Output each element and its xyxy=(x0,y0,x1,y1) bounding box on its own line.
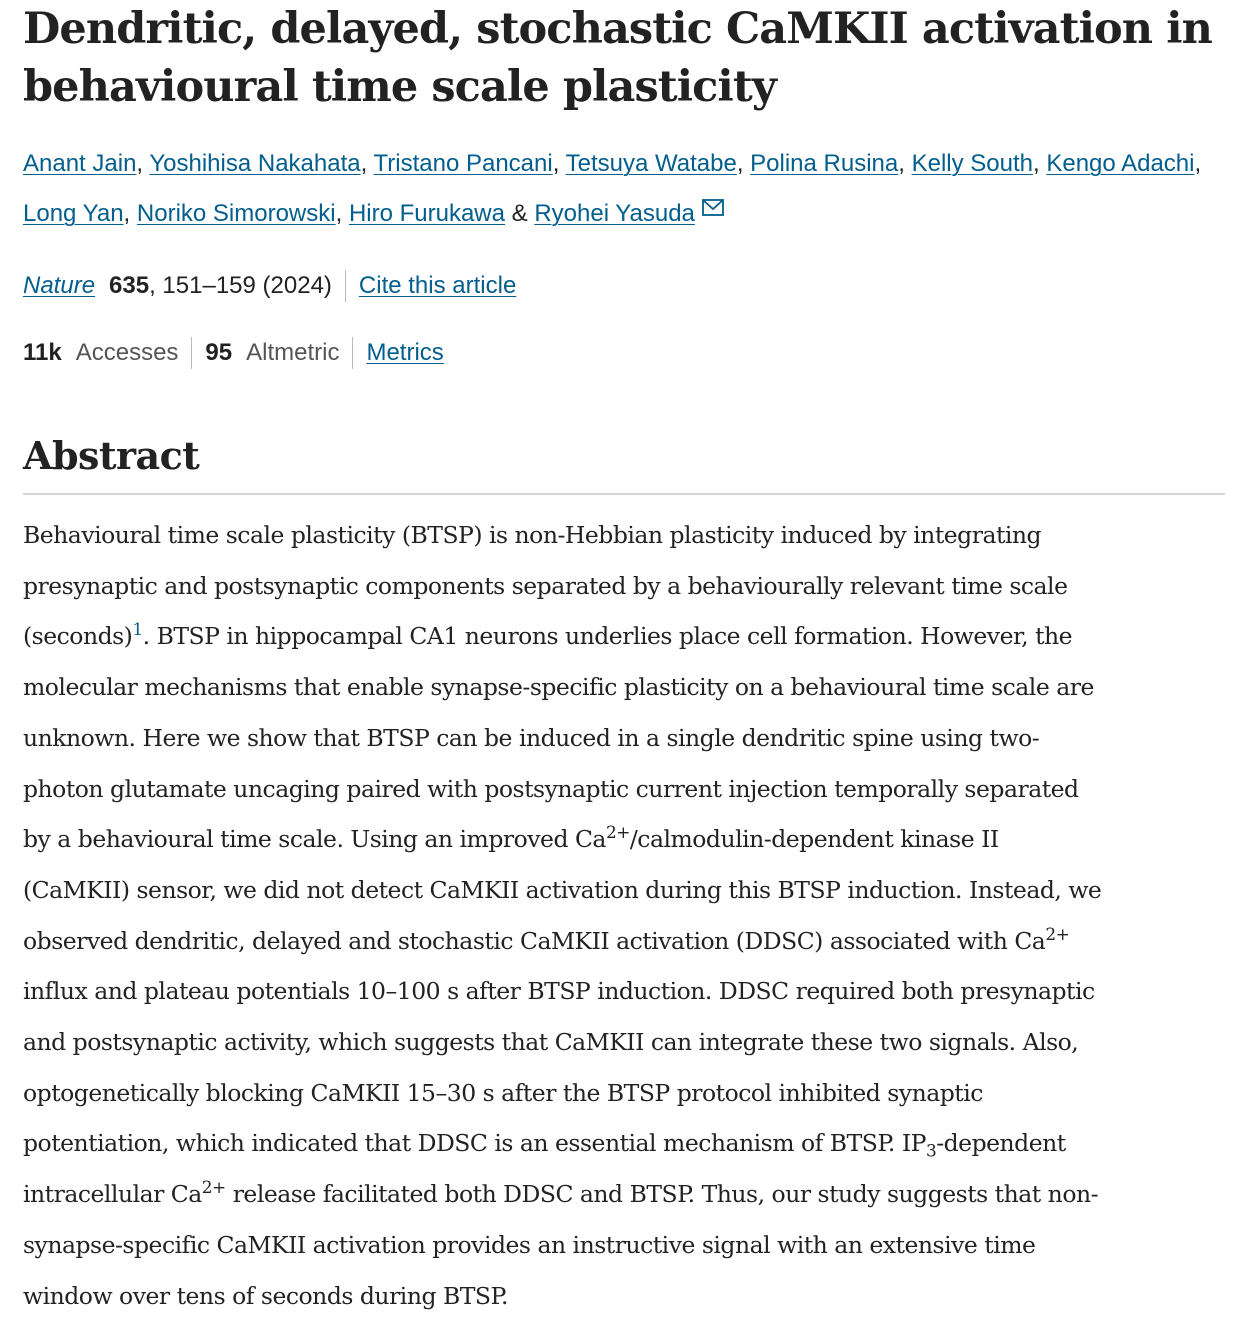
abstract-line xyxy=(23,611,1219,662)
abstract-text-run: photon glutamate uncaging paired with postsynaptic current injection temporally separated xyxy=(23,774,1079,803)
abstract-line xyxy=(23,1118,1219,1169)
author-link[interactable]: Noriko Simorowski xyxy=(136,200,336,227)
superscript: 2+ xyxy=(201,1177,226,1198)
abstract-line xyxy=(23,966,1219,1017)
abstract-text-run: influx and plateau potentials 10–100 s after BTSP induction. DDSC required both presynaptic xyxy=(23,977,1095,1006)
author-link[interactable]: Long Yan xyxy=(23,200,124,227)
abstract-text-run: synapse-specific CaMKII activation provides an instructive signal with an extensive time xyxy=(23,1230,1036,1259)
author-separator: , xyxy=(136,150,150,177)
author-separator: , xyxy=(360,150,374,177)
section-divider xyxy=(23,493,1225,495)
pages-year: , 151–159 (2024) xyxy=(149,272,332,299)
author-link[interactable]: Anant Jain xyxy=(23,150,137,177)
abstract-text-run: presynaptic and postsynaptic components separated by a behaviourally relevant time scale xyxy=(23,571,1068,600)
author-separator: , xyxy=(736,150,751,177)
abstract-text-run: (CaMKII) sensor, we did not detect CaMKII activation during this BTSP induction. Instead, we xyxy=(23,875,1102,904)
author-separator: , xyxy=(1033,150,1047,177)
author-separator: , xyxy=(123,200,137,227)
abstract-text-run: intracellular Ca xyxy=(23,1180,202,1209)
author-link[interactable]: Kelly South xyxy=(911,150,1033,177)
author-separator: & xyxy=(504,200,535,227)
author-link[interactable]: Yoshihisa Nakahata xyxy=(149,150,361,177)
accesses-count: 11k xyxy=(23,339,62,366)
abstract-text-run: . BTSP in hippocampal CA1 neurons underlies place cell formation. However, the xyxy=(142,622,1073,651)
author-separator: , xyxy=(335,200,349,227)
abstract-text-run: observed dendritic, delayed and stochastic CaMKII activation (DDSC) associated with Ca xyxy=(23,926,1046,955)
author-separator: , xyxy=(1194,150,1202,177)
accesses-label: Accesses xyxy=(75,339,179,366)
abstract-line xyxy=(23,510,1219,561)
author-link[interactable]: Polina Rusina xyxy=(750,150,899,177)
abstract-text-run: /calmodulin-dependent kinase II xyxy=(629,825,999,854)
abstract-line xyxy=(23,865,1219,916)
superscript: 2+ xyxy=(605,822,630,843)
abstract-text-run: release facilitated both DDSC and BTSP. Thus, our study suggests that non- xyxy=(225,1180,1099,1209)
abstract-line xyxy=(23,764,1219,815)
reference-superscript xyxy=(132,620,142,640)
journal-link[interactable]: Nature xyxy=(23,272,96,299)
divider xyxy=(345,270,346,302)
abstract-text xyxy=(23,510,1219,1321)
abstract-line xyxy=(23,1017,1219,1068)
abstract-text-run: unknown. Here we show that BTSP can be induced in a single dendritic spine using two- xyxy=(23,723,1040,752)
metrics-link[interactable]: Metrics xyxy=(366,339,444,366)
abstract-line xyxy=(23,1068,1219,1119)
abstract-text-run: Behavioural time scale plasticity (BTSP) is non-Hebbian plasticity induced by integrating xyxy=(23,521,1042,549)
author-link[interactable]: Tetsuya Watabe xyxy=(565,150,737,177)
divider xyxy=(191,337,192,369)
abstract-line xyxy=(23,1271,1219,1322)
author-link[interactable]: Ryohei Yasuda xyxy=(534,200,695,227)
cite-article-link[interactable]: Cite this article xyxy=(358,272,517,299)
author-list xyxy=(23,139,1213,239)
article-title: Dendritic, delayed, stochastic CaMKII activation in behavioural time scale plasticity xyxy=(23,4,1213,112)
abstract-line xyxy=(23,916,1219,967)
author-link[interactable]: Hiro Furukawa xyxy=(348,200,505,227)
author-link[interactable]: Kengo Adachi xyxy=(1046,150,1195,177)
abstract-line xyxy=(23,1220,1219,1271)
abstract-text-run: optogenetically blocking CaMKII 15–30 s after the BTSP protocol inhibited synaptic xyxy=(23,1078,983,1107)
abstract-text-run: (seconds) xyxy=(23,622,133,651)
abstract-line xyxy=(23,662,1219,713)
abstract-text-run: potentiation, which indicated that DDSC is an essential mechanism of BTSP. IP xyxy=(23,1129,926,1158)
author-link[interactable]: Tristano Pancani xyxy=(373,150,553,177)
reference-link[interactable]: 1 xyxy=(132,619,143,640)
altmetric-count: 95 xyxy=(205,339,233,366)
altmetric-label: Altmetric xyxy=(246,339,340,366)
superscript: 2+ xyxy=(1045,923,1070,944)
abstract-line xyxy=(23,561,1219,612)
abstract-text-run: -dependent xyxy=(936,1129,1066,1158)
abstract-text-run: window over tens of seconds during BTSP. xyxy=(23,1281,509,1310)
mail-icon[interactable] xyxy=(701,197,725,219)
metrics-row xyxy=(23,337,444,369)
volume-number: 635 xyxy=(109,272,150,299)
abstract-heading: Abstract xyxy=(23,433,200,478)
author-separator: , xyxy=(552,150,566,177)
divider xyxy=(352,337,353,369)
citation-row xyxy=(23,270,516,302)
abstract-text-run: and postsynaptic activity, which suggests that CaMKII can integrate these two signals. Also, xyxy=(23,1028,1079,1057)
abstract-line xyxy=(23,814,1219,865)
abstract-text-run: molecular mechanisms that enable synapse-specific plasticity on a behavioural time scale are xyxy=(23,673,1094,702)
abstract-line xyxy=(23,1169,1219,1220)
author-separator: , xyxy=(898,150,912,177)
subscript: 3 xyxy=(925,1141,937,1162)
abstract-line xyxy=(23,713,1219,764)
abstract-text-run: by a behavioural time scale. Using an improved Ca xyxy=(23,825,606,854)
